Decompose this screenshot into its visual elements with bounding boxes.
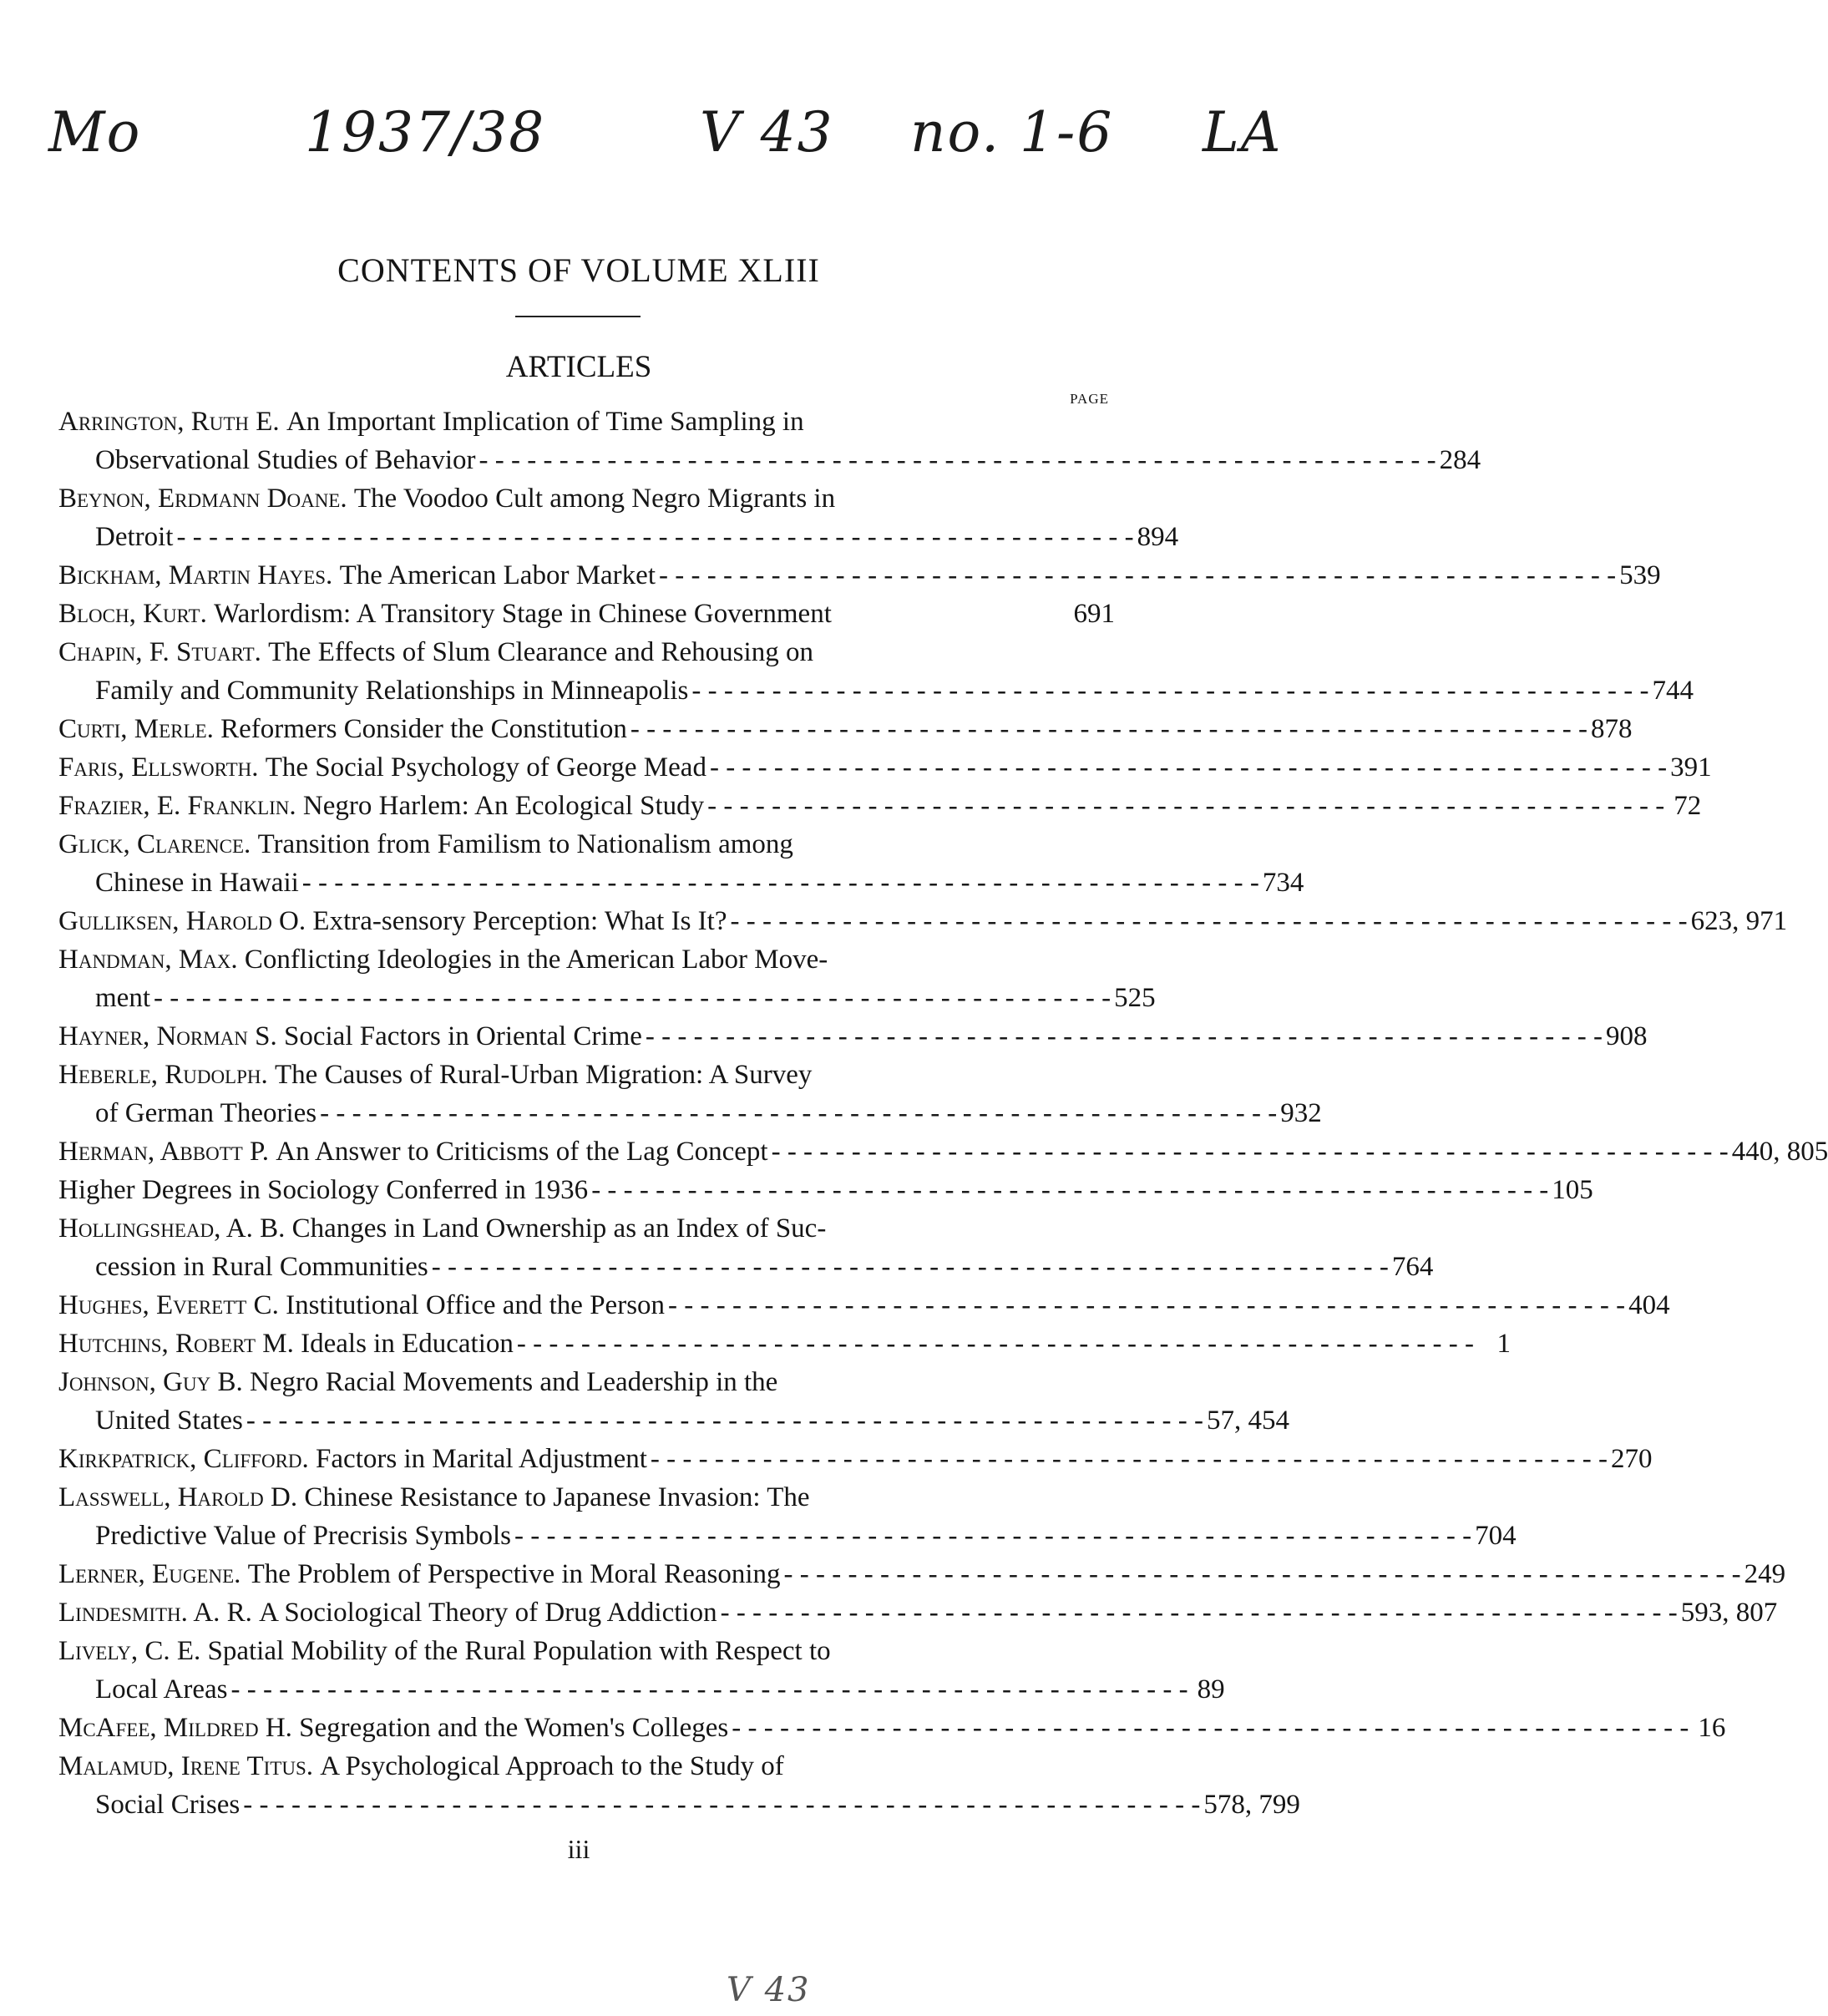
handwritten-note-years: 1937/38: [305, 100, 546, 165]
dot-leader: - - - - - - - - - - - - - - - - - - - - - - - - - - - - - - - - - - - - - - - - - - - - - - - - - - - - - - - - - - - -: [630, 714, 1587, 744]
entry-line: [58, 1363, 1115, 1401]
contents-list: [58, 403, 1828, 1824]
entry-title: Observational Studies of Behavior: [95, 445, 476, 475]
entry-title: A Psychological Approach to the Study of: [320, 1751, 784, 1781]
entry-line: [58, 1401, 1290, 1440]
entry-author: Lasswell, Harold D.: [58, 1482, 298, 1512]
entry-title: Warlordism: A Transitory Stage in Chinese Government: [214, 599, 832, 629]
page-folio: iii: [567, 1834, 590, 1864]
entry-line: [58, 1171, 1593, 1209]
entry-line: [58, 441, 1481, 479]
entry-line: [58, 1017, 1648, 1056]
entry-page: 525: [1114, 983, 1156, 1013]
entry-line: [58, 864, 1304, 902]
dot-leader: - - - - - - - - - - - - - - - - - - - - - - - - - - - - - - - - - - - - - - - - - - - - - - - - - - - - - - - - - - - -: [514, 1521, 1472, 1551]
dot-leader: - - - - - - - - - - - - - - - - - - - - - - - - - - - - - - - - - - - - - - - - - - - - - - - - - - - - - - - - - - - -: [691, 676, 1649, 706]
entry-author: Frazier, E. Franklin.: [58, 791, 296, 821]
entry-title: The American Labor Market: [339, 560, 656, 590]
contents-entry: [58, 1325, 1511, 1363]
entry-line: [58, 671, 1694, 710]
entry-title: A Sociological Theory of Drug Addiction: [259, 1598, 717, 1628]
entry-title: Transition from Familism to Nationalism among: [257, 829, 793, 859]
dot-leader: - - - - - - - - - - - - - - - - - - - - - - - - - - - - - - - - - - - - - - - - - - - - - - - - - - - - - - - - - - - -: [730, 906, 1688, 936]
entry-page: 270: [1611, 1444, 1653, 1474]
entry-line: [58, 403, 1115, 441]
entry-page: 89: [1197, 1674, 1225, 1704]
contents-entry: [58, 1632, 1225, 1709]
contents-entry: [58, 748, 1712, 787]
entry-title: Segregation and the Women's Colleges: [299, 1713, 729, 1743]
entry-author: Gulliksen, Harold O.: [58, 906, 306, 936]
entry-author: Kirkpatrick, Clifford.: [58, 1444, 309, 1474]
entry-page: 744: [1652, 676, 1694, 706]
entry-page: 440, 805: [1731, 1137, 1828, 1167]
entry-page: 57, 454: [1207, 1406, 1290, 1436]
entry-author: Faris, Ellsworth.: [58, 752, 259, 783]
entry-title: Negro Harlem: An Ecological Study: [302, 791, 705, 821]
entry-line: [58, 1632, 1115, 1670]
entry-author: Glick, Clarence.: [58, 829, 251, 859]
entry-page: 593, 807: [1680, 1598, 1778, 1628]
entry-page: 734: [1262, 868, 1304, 898]
entry-line: [58, 1593, 1778, 1632]
entry-title: Institutional Office and the Person: [286, 1290, 666, 1320]
dot-leader: - - - - - - - - - - - - - - - - - - - - - - - - - - - - - - - - - - - - - - - - - - - - - - - - - - - - - - - - - - - -: [707, 791, 1665, 821]
entry-author: Hollingshead, A. B.: [58, 1213, 286, 1244]
entry-page: 72: [1674, 791, 1702, 821]
entry-author: Curti, Merle.: [58, 714, 214, 744]
entry-line: [58, 1747, 1115, 1786]
entry-author: Lively, C. E.: [58, 1636, 201, 1666]
handwritten-note-la: LA: [1203, 100, 1283, 165]
entry-line: [58, 1325, 1511, 1363]
entry-line: [58, 825, 1115, 864]
entry-title: Higher Degrees in Sociology Conferred in 1936: [58, 1175, 589, 1205]
entry-author: Hutchins, Robert M.: [58, 1329, 294, 1359]
entry-title: The Causes of Rural-Urban Migration: A Survey: [275, 1060, 813, 1090]
entry-author: Hughes, Everett C.: [58, 1290, 279, 1320]
entry-title: An Answer to Criticisms of the Lag Concept: [276, 1137, 768, 1167]
dot-leader: - - - - - - - - - - - - - - - - - - - - - - - - - - - - - - - - - - - - - - - - - - - - - - - - - - - - - - - - - - - -: [771, 1137, 1729, 1167]
dot-leader: - - - - - - - - - - - - - - - - - - - - - - - - - - - - - - - - - - - - - - - - - - - - - - - - - - - - - - - - - - - -: [246, 1406, 1204, 1436]
entry-page: 16: [1698, 1713, 1726, 1743]
entry-line: [58, 1440, 1653, 1478]
contents-entry: [58, 1555, 1786, 1593]
entry-author: Handman, Max.: [58, 945, 238, 975]
entry-title: The Effects of Slum Clearance and Rehousing on: [268, 637, 813, 667]
contents-entry: [58, 1478, 1517, 1555]
entry-title: Negro Racial Movements and Leadership in the: [250, 1367, 778, 1397]
dot-leader: - - - - - - - - - - - - - - - - - - - - - - - - - - - - - - - - - - - - - - - - - - - - - - - - - - - - - - - - - - - -: [650, 1444, 1608, 1474]
contents-entry: [58, 1171, 1593, 1209]
page-column-label: PAGE: [1070, 391, 1109, 407]
dot-leader: - - - - - - - - - - - - - - - - - - - - - - - - - - - - - - - - - - - - - - - - - - - - - - - - - - - - - - - - - - - -: [320, 1098, 1278, 1128]
entry-author: Heberle, Rudolph.: [58, 1060, 268, 1090]
handwritten-note-numbers: no. 1-6: [910, 100, 1114, 165]
entry-title: of German Theories: [95, 1098, 317, 1128]
contents-entry: [58, 633, 1694, 710]
dot-leader: - - - - - - - - - - - - - - - - - - - - - - - - - - - - - - - - - - - - - - - - - - - - - - - - - - - - - - - - - - - -: [176, 522, 1134, 552]
contents-entry: [58, 1440, 1653, 1478]
entry-line: [58, 1209, 1115, 1248]
entry-author: Bickham, Martin Hayes.: [58, 560, 333, 590]
entry-title: The Social Psychology of George Mead: [265, 752, 706, 783]
contents-entry: [58, 1056, 1322, 1132]
entry-author: Hayner, Norman S.: [58, 1021, 277, 1051]
handwritten-note-mo: Mo: [48, 100, 142, 165]
contents-entry: [58, 1593, 1778, 1632]
dot-leader: - - - - - - - - - - - - - - - - - - - - - - - - - - - - - - - - - - - - - - - - - - - - - - - - - - - - - - - - - - - -: [591, 1175, 1549, 1205]
entry-line: [58, 1286, 1670, 1325]
entry-page: 691: [1073, 599, 1115, 629]
entry-page: 932: [1280, 1098, 1322, 1128]
entry-page: 249: [1744, 1559, 1786, 1589]
entry-title: Chinese in Hawaii: [95, 868, 299, 898]
section-heading: ARTICLES: [505, 350, 652, 384]
entry-line: [58, 940, 1115, 979]
entry-page: 391: [1670, 752, 1712, 783]
entry-line: [58, 1709, 1726, 1747]
entry-title: Predictive Value of Precrisis Symbols: [95, 1521, 511, 1551]
entry-page: 704: [1475, 1521, 1517, 1551]
entry-line: [58, 1670, 1225, 1709]
entry-line: [58, 1478, 1115, 1517]
dot-leader: - - - - - - - - - - - - - - - - - - - - - - - - - - - - - - - - - - - - - - - - - - - - - - - - - - - - - - - - - - - -: [709, 752, 1668, 783]
entry-author: Malamud, Irene Titus.: [58, 1751, 313, 1781]
entry-line: [58, 1555, 1786, 1593]
contents-entry: [58, 403, 1481, 479]
entry-page: 578, 799: [1203, 1790, 1300, 1820]
entry-page: 284: [1439, 445, 1481, 475]
entry-title: Social Crises: [95, 1790, 241, 1820]
contents-entry: [58, 710, 1633, 748]
entry-title: An Important Implication of Time Sampling in: [286, 407, 804, 437]
contents-entry: [58, 1286, 1670, 1325]
entry-line: [58, 1094, 1322, 1132]
handwritten-note-volume: V 43: [700, 100, 834, 165]
entry-title: Spatial Mobility of the Rural Population with Respect to: [207, 1636, 831, 1666]
entry-author: McAfee, Mildred H.: [58, 1713, 292, 1743]
dot-leader: - - - - - - - - - - - - - - - - - - - - - - - - - - - - - - - - - - - - - - - - - - - - - - - - - - - - - - - - - - - -: [230, 1674, 1188, 1704]
entry-title: cession in Rural Communities: [95, 1252, 428, 1282]
entry-page: 404: [1628, 1290, 1670, 1320]
entry-line: [58, 633, 1115, 671]
entry-author: Lindesmith. A. R.: [58, 1598, 252, 1628]
dot-leader: - - - - - - - - - - - - - - - - - - - - - - - - - - - - - - - - - - - - - - - - - - - - - - - - - - - - - - - - - - - -: [645, 1021, 1603, 1051]
entry-line: [58, 979, 1156, 1017]
entry-page: 539: [1619, 560, 1661, 590]
entry-title: Conflicting Ideologies in the American Labor Move-: [244, 945, 828, 975]
dot-leader: - - - - - - - - - - - - - - - - - - - - - - - - - - - - - - - - - - - - - - - - - - - - - - - - - - - - - - - - - - - -: [431, 1252, 1389, 1282]
contents-entry: [58, 556, 1661, 595]
handwritten-bottom-mark: V 43: [727, 1971, 811, 2009]
title-rule: [515, 316, 641, 317]
contents-entry: [58, 787, 1702, 825]
entry-line: [58, 556, 1661, 595]
entry-page: 878: [1590, 714, 1633, 744]
entry-line: [58, 1056, 1115, 1094]
dot-leader: - - - - - - - - - - - - - - - - - - - - - - - - - - - - - - - - - - - - - - - - - - - - - - - - - - - - - - - - - - - -: [516, 1329, 1474, 1359]
contents-entry: [58, 825, 1304, 902]
contents-entry: [58, 1017, 1648, 1056]
entry-line: [58, 595, 1115, 633]
dot-leader: - - - - - - - - - - - - - - - - - - - - - - - - - - - - - - - - - - - - - - - - - - - - - - - - - - - - - - - - - - - -: [658, 560, 1617, 590]
dot-leader: - - - - - - - - - - - - - - - - - - - - - - - - - - - - - - - - - - - - - - - - - - - - - - - - - - - - - - - - - - - -: [243, 1790, 1201, 1820]
entry-page: 623, 971: [1690, 906, 1788, 936]
contents-entry: [58, 1132, 1828, 1171]
entry-page: 894: [1137, 522, 1179, 552]
entry-line: [58, 710, 1633, 748]
entry-page: 908: [1606, 1021, 1648, 1051]
dot-leader: - - - - - - - - - - - - - - - - - - - - - - - - - - - - - - - - - - - - - - - - - - - - - - - - - - - - - - - - - - - -: [732, 1713, 1689, 1743]
entry-title: Factors in Marital Adjustment: [316, 1444, 647, 1474]
entry-title: The Problem of Perspective in Moral Reasoning: [247, 1559, 781, 1589]
entry-line: [58, 479, 1115, 518]
entry-line: [58, 1248, 1434, 1286]
entry-author: Lerner, Eugene.: [58, 1559, 241, 1589]
entry-line: [58, 748, 1712, 787]
contents-entry: [58, 1209, 1434, 1286]
dot-leader: - - - - - - - - - - - - - - - - - - - - - - - - - - - - - - - - - - - - - - - - - - - - - - - - - - - - - - - - - - - -: [479, 445, 1436, 475]
contents-entry: [58, 940, 1156, 1017]
entry-title: Extra-sensory Perception: What Is It?: [312, 906, 727, 936]
contents-entry: [58, 595, 1115, 633]
page-title: CONTENTS OF VOLUME XLIII: [337, 251, 820, 289]
dot-leader: - - - - - - - - - - - - - - - - - - - - - - - - - - - - - - - - - - - - - - - - - - - - - - - - - - - - - - - - - - - -: [720, 1598, 1678, 1628]
entry-line: [58, 1132, 1828, 1171]
entry-page: 105: [1552, 1175, 1593, 1205]
dot-leader: - - - - - - - - - - - - - - - - - - - - - - - - - - - - - - - - - - - - - - - - - - - - - - - - - - - - - - - - - - - -: [153, 983, 1111, 1013]
entry-title: ment: [95, 983, 150, 1013]
entry-title: Ideals in Education: [301, 1329, 514, 1359]
contents-entry: [58, 479, 1179, 556]
entry-title: Social Factors in Oriental Crime: [284, 1021, 642, 1051]
entry-author: Chapin, F. Stuart.: [58, 637, 261, 667]
entry-line: [58, 787, 1702, 825]
contents-entry: [58, 1363, 1290, 1440]
entry-line: [58, 518, 1179, 556]
entry-author: Herman, Abbott P.: [58, 1137, 269, 1167]
dot-leader: - - - - - - - - - - - - - - - - - - - - - - - - - - - - - - - - - - - - - - - - - - - - - - - - - - - - - - - - - - - -: [301, 868, 1259, 898]
dot-leader: - - - - - - - - - - - - - - - - - - - - - - - - - - - - - - - - - - - - - - - - - - - - - - - - - - - - - - - - - - - -: [668, 1290, 1626, 1320]
contents-entry: [58, 902, 1788, 940]
contents-entry: [58, 1709, 1726, 1747]
entry-title: United States: [95, 1406, 243, 1436]
entry-author: Bloch, Kurt.: [58, 599, 207, 629]
entry-page: 1: [1496, 1329, 1511, 1359]
entry-line: [58, 1517, 1517, 1555]
entry-page: 764: [1391, 1252, 1434, 1282]
dot-leader: - - - - - - - - - - - - - - - - - - - - - - - - - - - - - - - - - - - - - - - - - - - - - - - - - - - - - - - - - - - -: [783, 1559, 1741, 1589]
entry-line: [58, 902, 1788, 940]
entry-title: Changes in Land Ownership as an Index of Suc-: [291, 1213, 827, 1244]
entry-title: Family and Community Relationships in Minneapolis: [95, 676, 689, 706]
entry-author: Beynon, Erdmann Doane.: [58, 484, 347, 514]
entry-author: Arrington, Ruth E.: [58, 407, 280, 437]
entry-title: Local Areas: [95, 1674, 228, 1704]
entry-author: Johnson, Guy B.: [58, 1367, 243, 1397]
contents-entry: [58, 1747, 1300, 1824]
entry-title: Chinese Resistance to Japanese Invasion: The: [304, 1482, 810, 1512]
entry-title: Reformers Consider the Constitution: [220, 714, 627, 744]
entry-title: The Voodoo Cult among Negro Migrants in: [353, 484, 836, 514]
entry-line: [58, 1786, 1300, 1824]
entry-title: Detroit: [95, 522, 174, 552]
